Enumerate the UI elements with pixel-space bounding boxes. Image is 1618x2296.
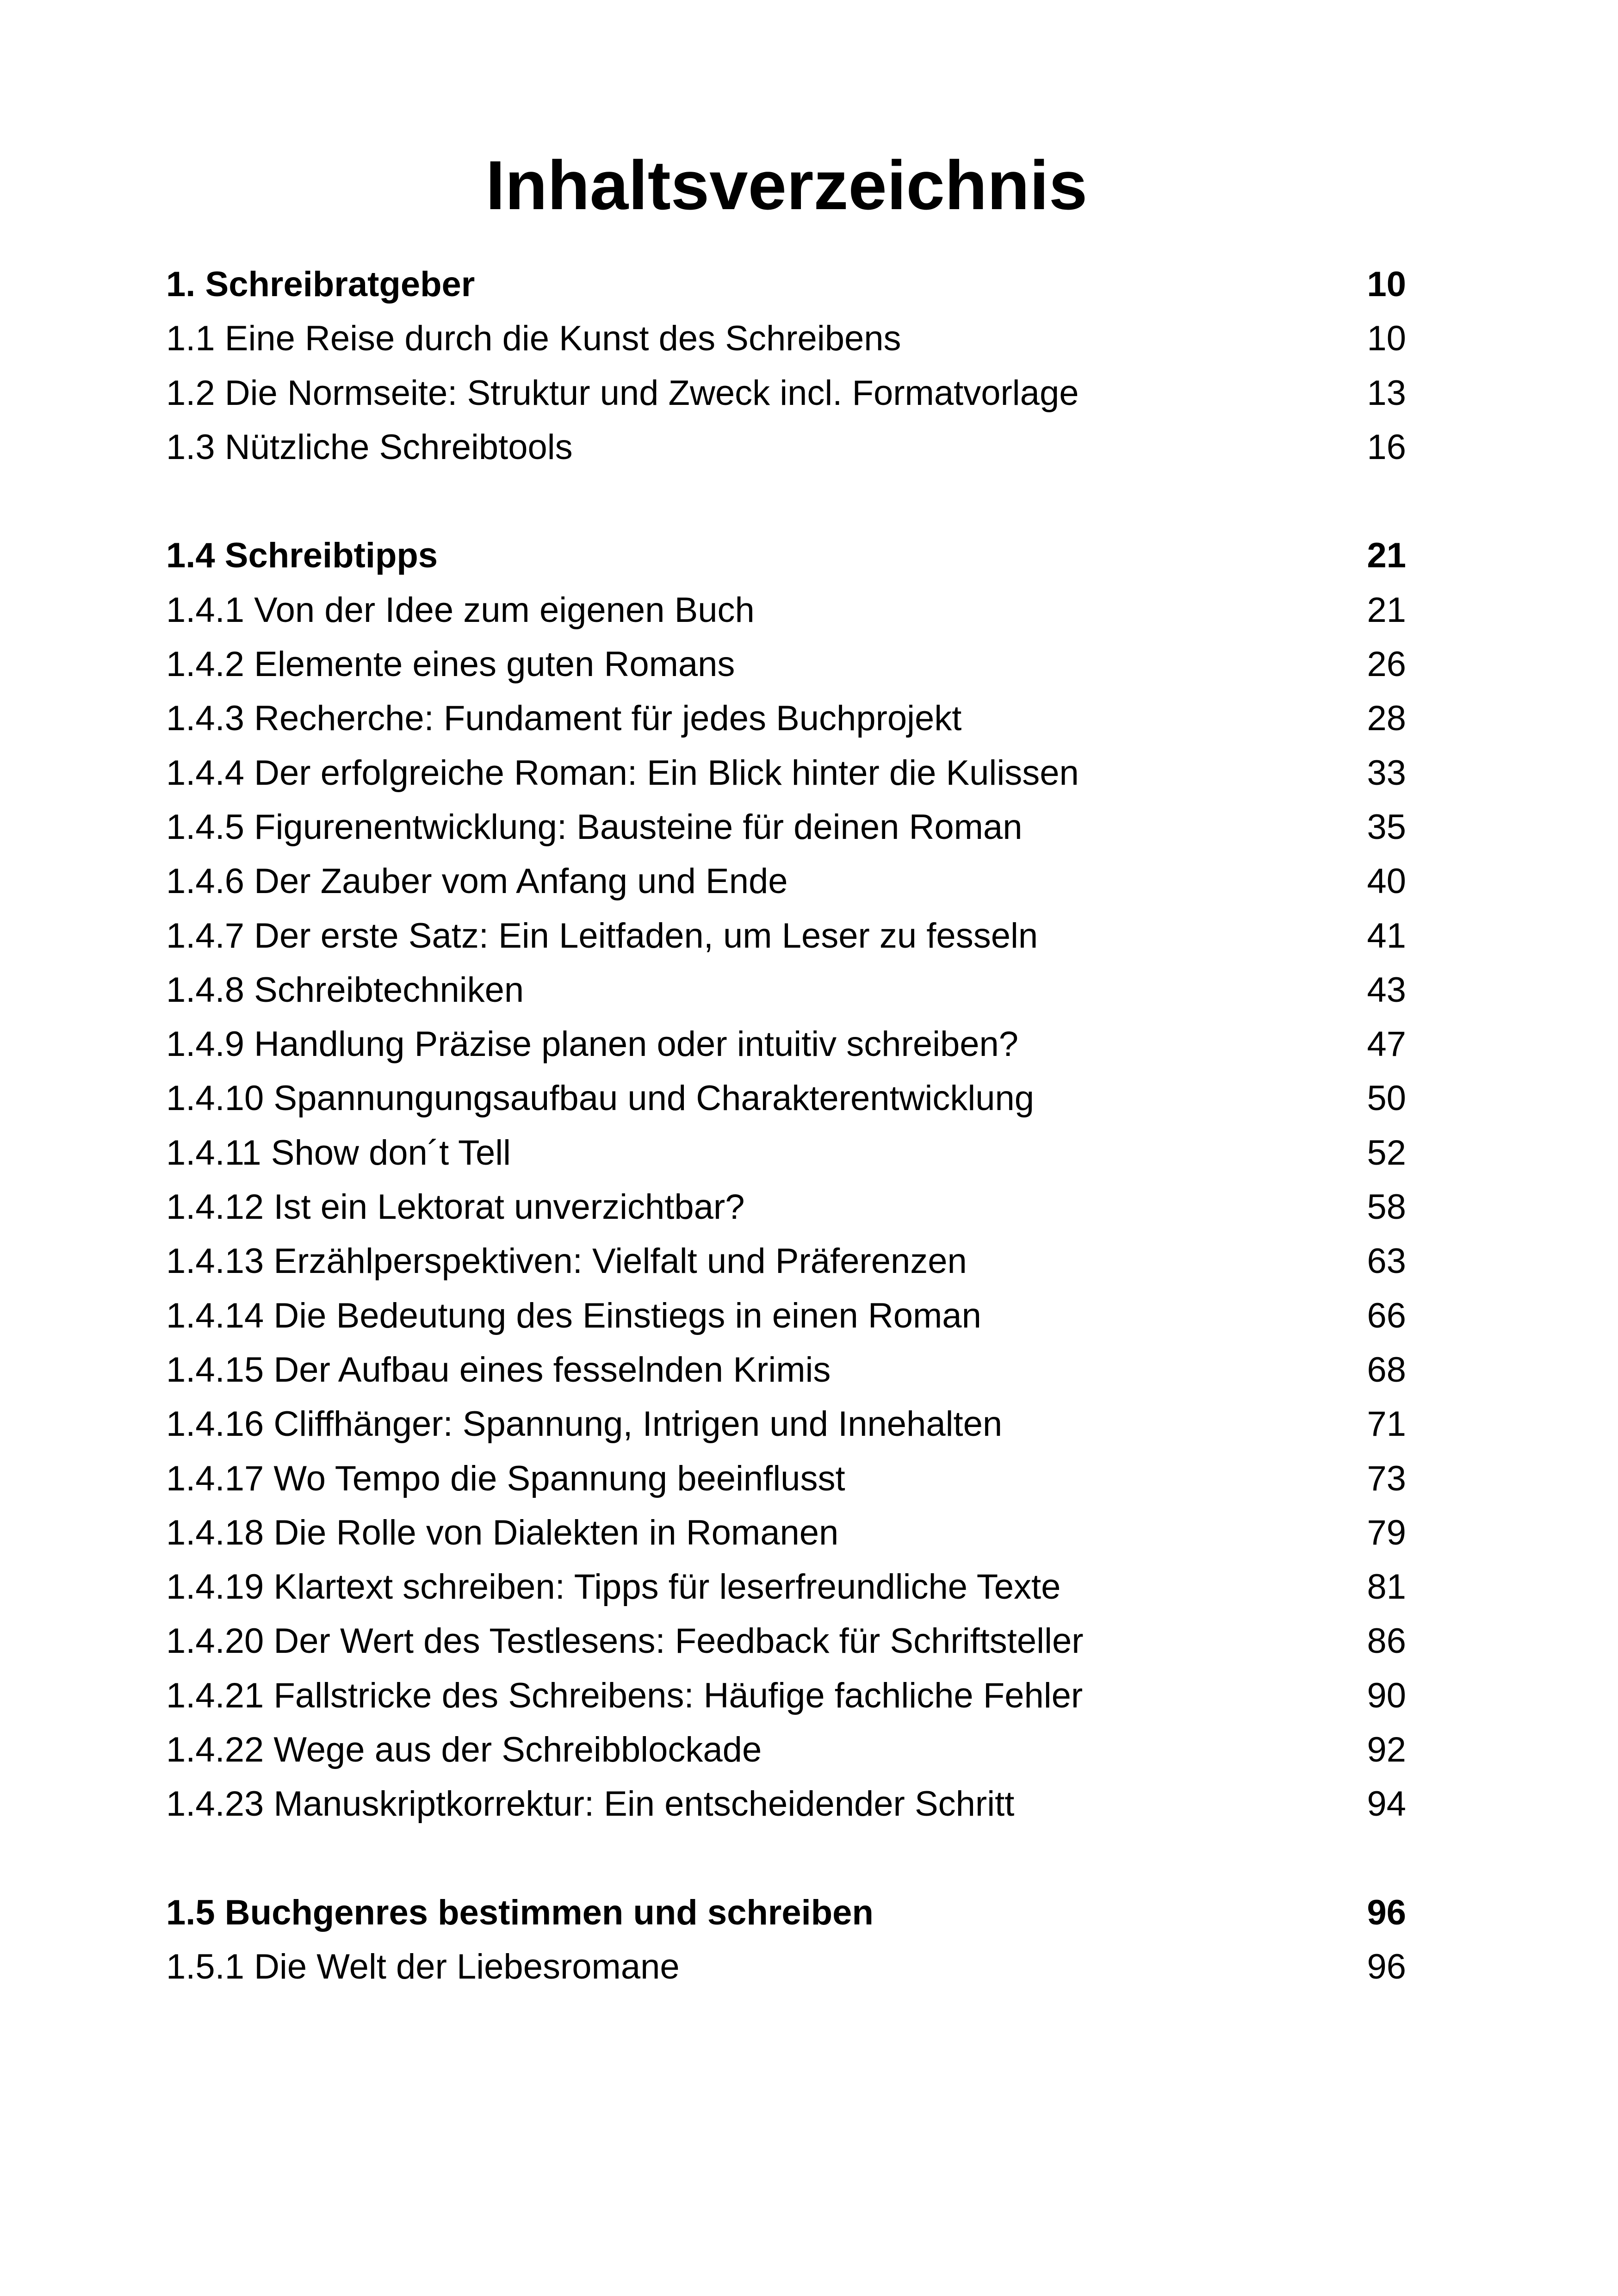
toc-entry-title: 1.4.6 Der Zauber vom Anfang und Ende (166, 862, 788, 901)
toc-entry-page: 10 (1367, 265, 1406, 304)
toc-entry (166, 1397, 1406, 1451)
toc-entry (166, 1723, 1406, 1777)
toc-entry-title: 1.4.2 Elemente eines guten Romans (166, 645, 735, 684)
toc-entry-title: 1.4 Schreibtipps (166, 536, 438, 576)
toc-entry-title: 1.4.8 Schreibtechniken (166, 970, 524, 1010)
toc-entry-page: 86 (1367, 1621, 1406, 1661)
toc-entry-title: 1.4.20 Der Wert des Testlesens: Feedback für Schriftsteller (166, 1621, 1084, 1661)
toc-entry-page: 43 (1367, 970, 1406, 1010)
toc-entry-page: 16 (1367, 427, 1406, 467)
toc-entry-page: 96 (1367, 1947, 1406, 1987)
toc-entry-page: 81 (1367, 1567, 1406, 1607)
toc-entry-page: 92 (1367, 1730, 1406, 1770)
toc-entry-title: 1.4.19 Klartext schreiben: Tipps für leserfreundliche Texte (166, 1567, 1061, 1607)
toc-entry-page: 26 (1367, 645, 1406, 684)
toc-entry-title: 1.5 Buchgenres bestimmen und schreiben (166, 1893, 874, 1932)
toc-entry-page: 10 (1367, 319, 1406, 359)
toc-entry-title: 1.5.1 Die Welt der Liebesromane (166, 1947, 680, 1987)
toc-entry-page: 73 (1367, 1458, 1406, 1498)
toc-entry-page: 47 (1367, 1024, 1406, 1064)
section-spacer (166, 1831, 1406, 1886)
toc-entry (166, 1669, 1406, 1723)
toc-section-heading (166, 257, 1406, 311)
toc-entry-title: 1. Schreibratgeber (166, 265, 475, 304)
toc-entry-page: 90 (1367, 1675, 1406, 1715)
toc-entry-title: 1.2 Die Normseite: Struktur und Zweck incl. Formatvorlage (166, 373, 1079, 413)
toc-entry (166, 1126, 1406, 1180)
toc-entry-page: 79 (1367, 1513, 1406, 1552)
toc-entry-page: 66 (1367, 1296, 1406, 1335)
toc-entry (166, 746, 1406, 800)
toc-entry-page: 28 (1367, 699, 1406, 738)
toc-entry (166, 420, 1406, 474)
toc-entry-page: 63 (1367, 1241, 1406, 1281)
toc-entry (166, 311, 1406, 366)
toc-entry (166, 963, 1406, 1017)
toc-entry (166, 1180, 1406, 1234)
toc-entry (166, 637, 1406, 691)
toc-entry-title: 1.4.21 Fallstricke des Schreibens: Häufige fachliche Fehler (166, 1675, 1083, 1715)
toc-entry (166, 1289, 1406, 1343)
toc-entry-title: 1.4.3 Recherche: Fundament für jedes Buchprojekt (166, 699, 962, 738)
toc-entry (166, 1452, 1406, 1506)
toc-entry (166, 800, 1406, 854)
toc-entry-title: 1.4.15 Der Aufbau eines fesselnden Krimis (166, 1350, 831, 1390)
toc-entry-title: 1.4.5 Figurenentwicklung: Bausteine für deinen Roman (166, 807, 1023, 847)
toc-entry-title: 1.4.4 Der erfolgreiche Roman: Ein Blick hinter die Kulissen (166, 753, 1079, 793)
toc-entry-title: 1.4.17 Wo Tempo die Spannung beeinflusst (166, 1458, 845, 1498)
toc-entry-page: 58 (1367, 1187, 1406, 1227)
toc-entry-title: 1.4.23 Manuskriptkorrektur: Ein entscheidender Schritt (166, 1784, 1015, 1824)
toc-entry-page: 21 (1367, 590, 1406, 630)
toc-entry-page: 52 (1367, 1133, 1406, 1173)
toc-entry-title: 1.4.13 Erzählperspektiven: Vielfalt und Präferenzen (166, 1241, 967, 1281)
toc-entry-page: 94 (1367, 1784, 1406, 1824)
toc-entry-title: 1.4.18 Die Rolle von Dialekten in Romanen (166, 1513, 839, 1552)
toc-entry-title: 1.4.7 Der erste Satz: Ein Leitfaden, um Leser zu fesseln (166, 916, 1038, 956)
toc-entry-page: 71 (1367, 1404, 1406, 1444)
toc-entry (166, 1071, 1406, 1125)
toc-entry (166, 1777, 1406, 1831)
toc-entry (166, 1506, 1406, 1560)
toc-entry-page: 35 (1367, 807, 1406, 847)
toc-section-heading (166, 1886, 1406, 1940)
toc-entry-page: 96 (1367, 1893, 1406, 1932)
toc-entry-title: 1.1 Eine Reise durch die Kunst des Schreibens (166, 319, 901, 359)
toc-entry-page: 41 (1367, 916, 1406, 956)
toc-entry-page: 40 (1367, 862, 1406, 901)
toc-entry (166, 1940, 1406, 1994)
section-spacer (166, 474, 1406, 528)
toc-entry-page: 13 (1367, 373, 1406, 413)
toc-entry (166, 854, 1406, 908)
toc-entry-page: 68 (1367, 1350, 1406, 1390)
toc-entry-page: 21 (1367, 536, 1406, 576)
toc-entry (166, 691, 1406, 745)
toc-entry-title: 1.4.16 Cliffhänger: Spannung, Intrigen und Innehalten (166, 1404, 1003, 1444)
table-of-contents (166, 257, 1406, 1994)
toc-entry (166, 1614, 1406, 1668)
toc-entry (166, 1234, 1406, 1288)
toc-entry-title: 1.4.12 Ist ein Lektorat unverzichtbar? (166, 1187, 745, 1227)
toc-section-heading (166, 528, 1406, 583)
toc-entry (166, 1017, 1406, 1071)
toc-entry (166, 1560, 1406, 1614)
toc-entry-title: 1.4.22 Wege aus der Schreibblockade (166, 1730, 762, 1770)
toc-entry-page: 33 (1367, 753, 1406, 793)
toc-entry-title: 1.4.11 Show don´t Tell (166, 1133, 511, 1173)
toc-entry-title: 1.4.14 Die Bedeutung des Einstiegs in einen Roman (166, 1296, 981, 1335)
toc-entry-page: 50 (1367, 1079, 1406, 1118)
toc-entry (166, 909, 1406, 963)
toc-entry-title: 1.4.9 Handlung Präzise planen oder intuitiv schreiben? (166, 1024, 1019, 1064)
toc-entry-title: 1.3 Nützliche Schreibtools (166, 427, 573, 467)
toc-entry-title: 1.4.1 Von der Idee zum eigenen Buch (166, 590, 755, 630)
toc-entry (166, 583, 1406, 637)
toc-entry-title: 1.4.10 Spannungungsaufbau und Charakterentwicklung (166, 1079, 1035, 1118)
page-title: Inhaltsverzeichnis (485, 146, 1088, 224)
toc-entry (166, 366, 1406, 420)
toc-entry (166, 1343, 1406, 1397)
